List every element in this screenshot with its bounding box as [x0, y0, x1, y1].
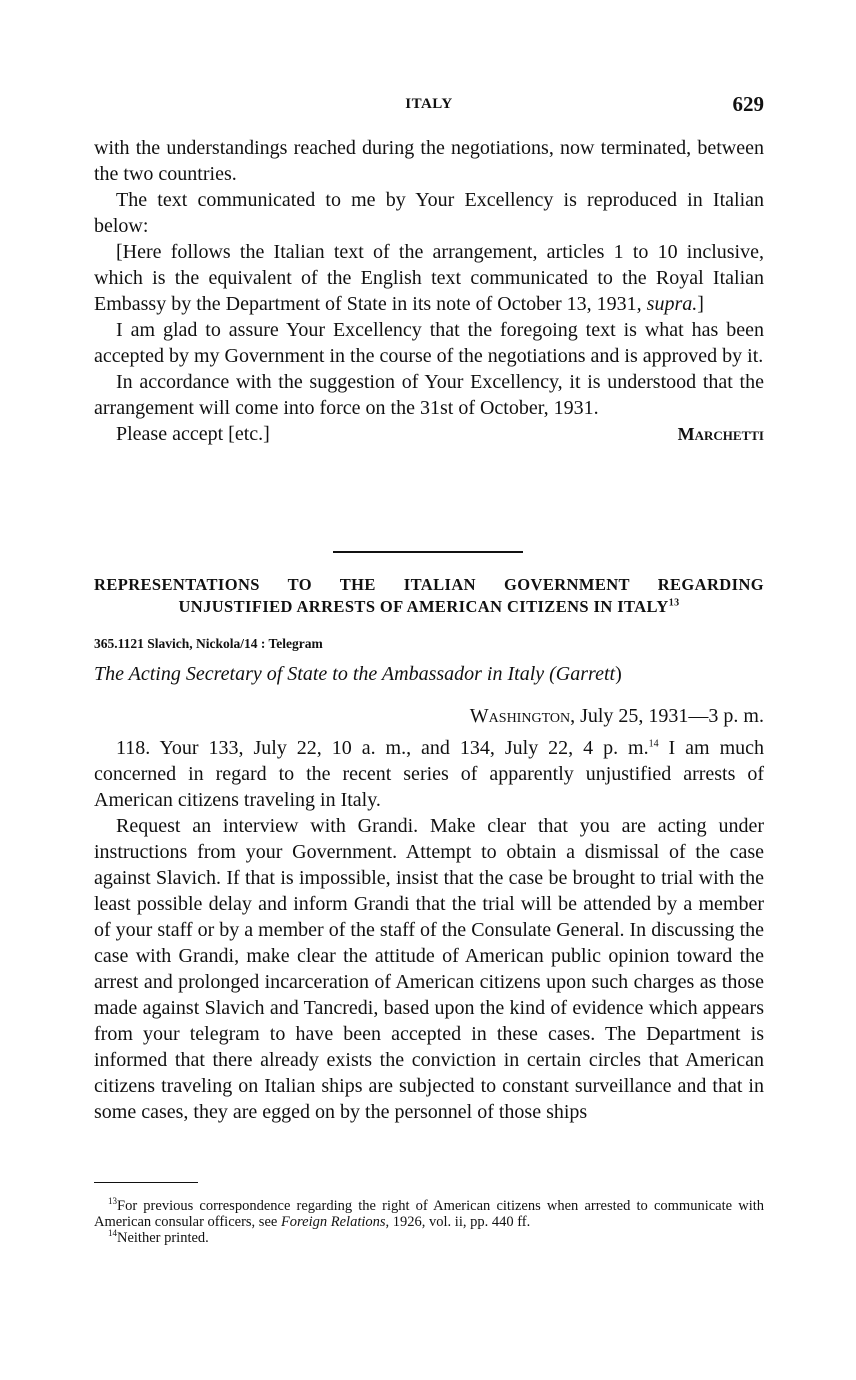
paragraph: with the understandings reached during the negotiations, now terminated, between the two countries. [94, 137, 764, 185]
footnote-text: Neither printed. [117, 1230, 209, 1246]
paragraph: In accordance with the suggestion of Your Excellency, it is understood that the arrangement will come into force on the 31st of October, 1931. [94, 371, 764, 419]
file-reference: 365.1121 Slavich, Nickola/14 : Telegram [94, 636, 323, 651]
paragraph-text: ] [697, 293, 704, 315]
footnote-mark: 14 [108, 1228, 117, 1239]
page-number: 629 [732, 92, 764, 116]
dateline-time: July 25, 1931—3 p. m. [580, 705, 764, 727]
footnote-italic: Foreign Relations [280, 1214, 386, 1230]
closing-phrase: Please accept [etc.] [116, 423, 270, 445]
footnote-text: , 1926, vol. ii, pp. 440 ff. [385, 1214, 531, 1230]
footnote-reference: 13 [668, 597, 680, 609]
footnote-mark: 13 [108, 1196, 117, 1207]
signature: Marchetti [677, 424, 764, 444]
section-divider [333, 551, 523, 553]
paragraph-text: [Here follows the Italian text of the arrangement, articles 1 to 10 inclusive, which is the equivalent of the English text communicated to the Royal Italian Embassy by the Department of State in its note of October 13, 1931, [94, 241, 764, 315]
section-title-text: UNJUSTIFIED ARRESTS OF AMERICAN CITIZENS IN ITALY [178, 597, 669, 616]
letter-continuation [94, 135, 764, 447]
section-title-line: REPRESENTATIONS TO THE ITALIAN GOVERNMENT REGARDING [94, 575, 764, 594]
dateline-place: Washington, [469, 705, 576, 727]
paragraph: Request an interview with Grandi. Make clear that you are acting under instructions from your Government. Attempt to obtain a dismissal of the case against Slavich. If that is impossible, insist that the case be brought to trial with the least possible delay and inform Grandi that the trial will be attended by a member of your staff or by a member of the staff of the Consulate General. In discussing the case with Grandi, make clear the attitude of American public opinion toward the arrest and prolonged incarceration of American citizens upon such charges as those made against Slavich and Tancredi, based upon the kind of evidence which appears from your telegram to have been accepted in these cases. The Department is informed that there already exists the conviction in certain circles that American citizens traveling on Italian ships are subjected to constant surveillance and that in some cases, they are egged on by the personnel of those ships [94, 815, 764, 1123]
section-title-line-2 [94, 596, 764, 618]
closing-line [94, 421, 764, 447]
bracketed-paragraph [94, 239, 764, 317]
italic-text: supra. [646, 293, 698, 315]
heading-close: ) [615, 663, 622, 685]
telegram-body [94, 735, 764, 1125]
running-title: ITALY [405, 96, 453, 112]
running-head [94, 92, 764, 120]
footnotes [94, 1198, 764, 1246]
paragraph-text: 118. Your 133, July 22, 10 a. m., and 134, July 22, 4 p. m. [116, 737, 649, 759]
paragraph: The text communicated to me by Your Excellency is reproduced in Italian below: [94, 189, 764, 237]
footnote-reference: 14 [648, 738, 659, 750]
paragraph: I am glad to assure Your Excellency that the foregoing text is what has been accepted by my Government in the course of the negotiations and is approved by it. [94, 319, 764, 367]
footnote-rule [94, 1182, 198, 1183]
document-heading [94, 660, 764, 688]
paragraph [94, 735, 764, 813]
footnote [94, 1198, 764, 1230]
footnote [94, 1230, 764, 1246]
dateline [470, 703, 764, 729]
footnote-text: For previous correspondence regarding the right of American citizens when arrested to communicate with American consular officers, see [94, 1198, 764, 1230]
section-title [94, 574, 764, 618]
paragraph-text: I am much concerned in regard to the recent series of apparently unjustified arrests of American citizens traveling in Italy. [94, 737, 764, 811]
heading-text: The Acting Secretary of State to the Ambassador in Italy ( [94, 663, 556, 685]
heading-name: Garrett [555, 663, 616, 685]
